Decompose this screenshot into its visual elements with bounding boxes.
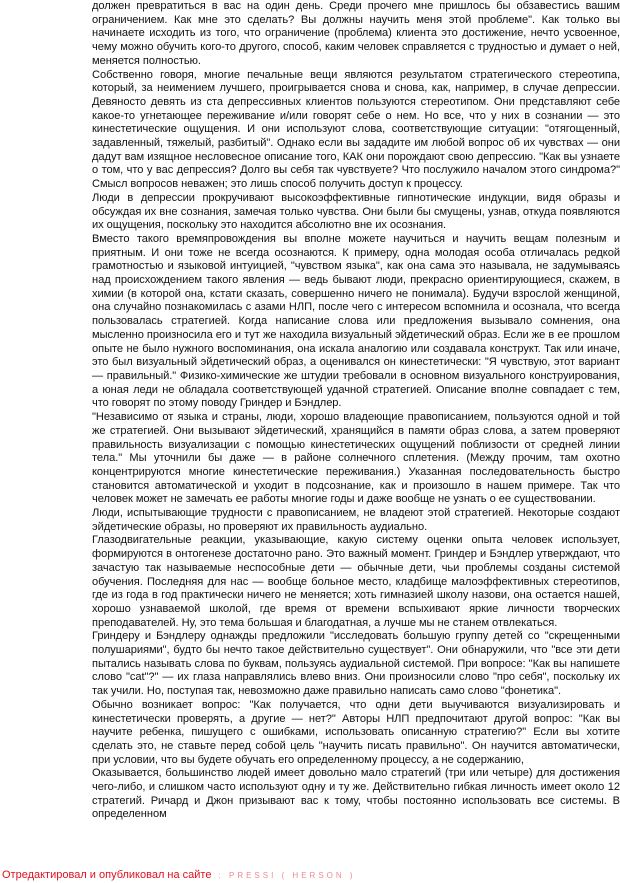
paragraph-4: Вместо такого времяпровождения вы вполне можете научиться и научить вещам полезным и приятным. И они тоже не всегда осознаются. К примеру, одна молодая особа отличалась редкой грамотностью и языковой интуицией, "чувством языка", как она сама это называла, не задумываясь над происхождением такого явления — ведь бывают люди, прекрасно ориентирующиеся, скажем, в химии (в которой она, кстати сказать, совершенно ничего не понимала). Будучи взрослой женщиной, она случайно познакомилась с азами НЛП, после чего с интересом вспомнила и осознала, что всегда пользовалась стратегией. Когда написание слова или предложения вызывало сомнения, она мысленно произносила его и тут же находила визуальный эйдетический образ. Если же в ее прошлом опыте не было нужного воспоминания, она искала аналогию или создавала конструкт. Так или иначе, это был визуальный эйдетический образ, а оценивался он кинестетически: "Я чувствую, этот вариант — правильный." Физико-химические же штудии требовали в основном визуального конструирования, а юная леди не обладала соответствующей удачной стратегией. Описание вполне совпадает с тем, что говорят по этому поводу Гриндер и Бэндлер. <box>92 232 620 410</box>
paragraph-2: Собственно говоря, многие печальные вещи являются результатом стратегического стереотипа, который, за неимением лучшего, проигрывается снова и снова, как, например, в случае депрессии. Девяносто девять из ста депрессивных клиентов пользуются стереотипом. Они представляют себе какое-то угнетающее переживание и/или говорят себе о нем. Но все, что у них в сознании — это кинестетические ощущения. И они используют слова, соответствующие ситуации: "отягощенный, задавленный, тяжелый, разбитый". Однако если вы зададите им любой вопрос об их чувствах — они дадут вам изящное несловесное описание того, КАК они порождают свою депрессию. "Как вы узнаете о том, что у вас депрессия? Долго вы себя так чувствуете? Что послужило началом этого синдрома?" Смысл вопросов неважен; это лишь способ получить доступ к процессу. <box>92 68 620 191</box>
footer <box>2 868 618 882</box>
paragraph-9: Обычно возникает вопрос: "Как получается, что одни дети выучиваются визуализировать и кинестетически проверять, а другие — нет?" Авторы НЛП предпочитают другой вопрос: "Как вы научите ребенка, пишущего с ошибками, использовать описанную стратегию?" Если вы хотите сделать это, не ставьте перед собой цель "научить писать правильно". Он научится автоматически, при условии, что вы будете обучать его определенному процессу, а не содержанию, <box>92 698 620 766</box>
paragraph-10: Оказывается, большинство людей имеет довольно мало стратегий (три или четыре) для достижения чего-либо, и слишком часто используют одну и ту же. Действительно гибкая личность имеет около 12 стратегий. Ричард и Джон призывают вас к тому, чтобы постоянно использовать все системы. В определенном <box>92 767 620 821</box>
body-text <box>92 0 620 822</box>
footer-credit: Отредактировал и опубликовал на сайте <box>2 869 212 881</box>
paragraph-7: Глазодвигательные реакции, указывающие, какую систему оценки опыта человек использует, формируются в онтогенезе достаточно рано. Это важный момент. Гриндер и Бэндлер утверждают, что зачастую так называемые неспособные дети — обычные дети, чьи проблемы созданы системой обучения. Последняя для нас — вообще больное место, кладбище малоэффективных стереотипов, где из года в год практически ничего не меняется; хоть гимназией школу назови, она остается нашей, хорошо узнаваемой школой, где время от времени вспыхивают яркие личности творческих преподавателей. Ну, это тема большая и благодатная, а лучше мы не станем отвлекаться. <box>92 534 620 629</box>
paragraph-5: "Независимо от языка и страны, люди, хорошо владеющие правописанием, пользуются одной и той же стратегией. Они вызывают эйдетический, хранящийся в памяти образ слова, а затем проверяют правильность визуализации с помощью кинестетических ощущений поблизости от средней линии тела." Мы уточнили бы даже — в районе солнечного сплетения. (Между прочим, там охотно концентрируются многие кинестетические переживания.) Указанная последовательность быстро становится автоматической и уходит в подсознание, как и произошло в нашем примере. Так что человек может не замечать ее работы многие годы и даже вообще не узнать о ее существовании. <box>92 411 620 506</box>
site-logo[interactable]: : PRESSI ( HERSON ) <box>218 871 356 880</box>
paragraph-1: должен превратиться в вас на один день. Среди прочего мне пришлось бы обзавестись вашим ограничением. Как мне это сделать? Вы должны научить меня этой проблеме". Как только вы начинаете исходить из того, что ограничение (проблема) клиента это достижение, нечто усвоенное, чему можно обучить кого-то другого, способ, каким человек справляется с трудностью и думает о ней, меняется полностью. <box>92 0 620 67</box>
paragraph-6: Люди, испытывающие трудности с правописанием, не владеют этой стратегией. Некоторые создают эйдетические образы, но проверяют их правильность аудиально. <box>92 507 620 533</box>
paragraph-3: Люди в депрессии прокручивают высокоэффективные гипнотические индукции, видя образы и обсуждая их вне сознания, замечая только чувства. Они были бы смущены, узнав, откуда появляются их ощущения, поскольку это находится абсолютно вне их осознания. <box>92 191 620 232</box>
paragraph-8: Гриндеру и Бэндлеру однажды предложили "исследовать большую группу детей со "скрещенными полушариями", будто бы нечто такое действительно существует". Они обнаружили, что "все эти дети пытались называть слова по буквам, пользуясь аудиальной системой. При вопросе: "Как вы напишете слово "cat"?" — их глаза направлялись влево вниз. Они произносили слово "про себя", поскольку их так учили. Но, поступая так, невозможно даже правильно написать само слово "фонетика". <box>92 630 620 698</box>
